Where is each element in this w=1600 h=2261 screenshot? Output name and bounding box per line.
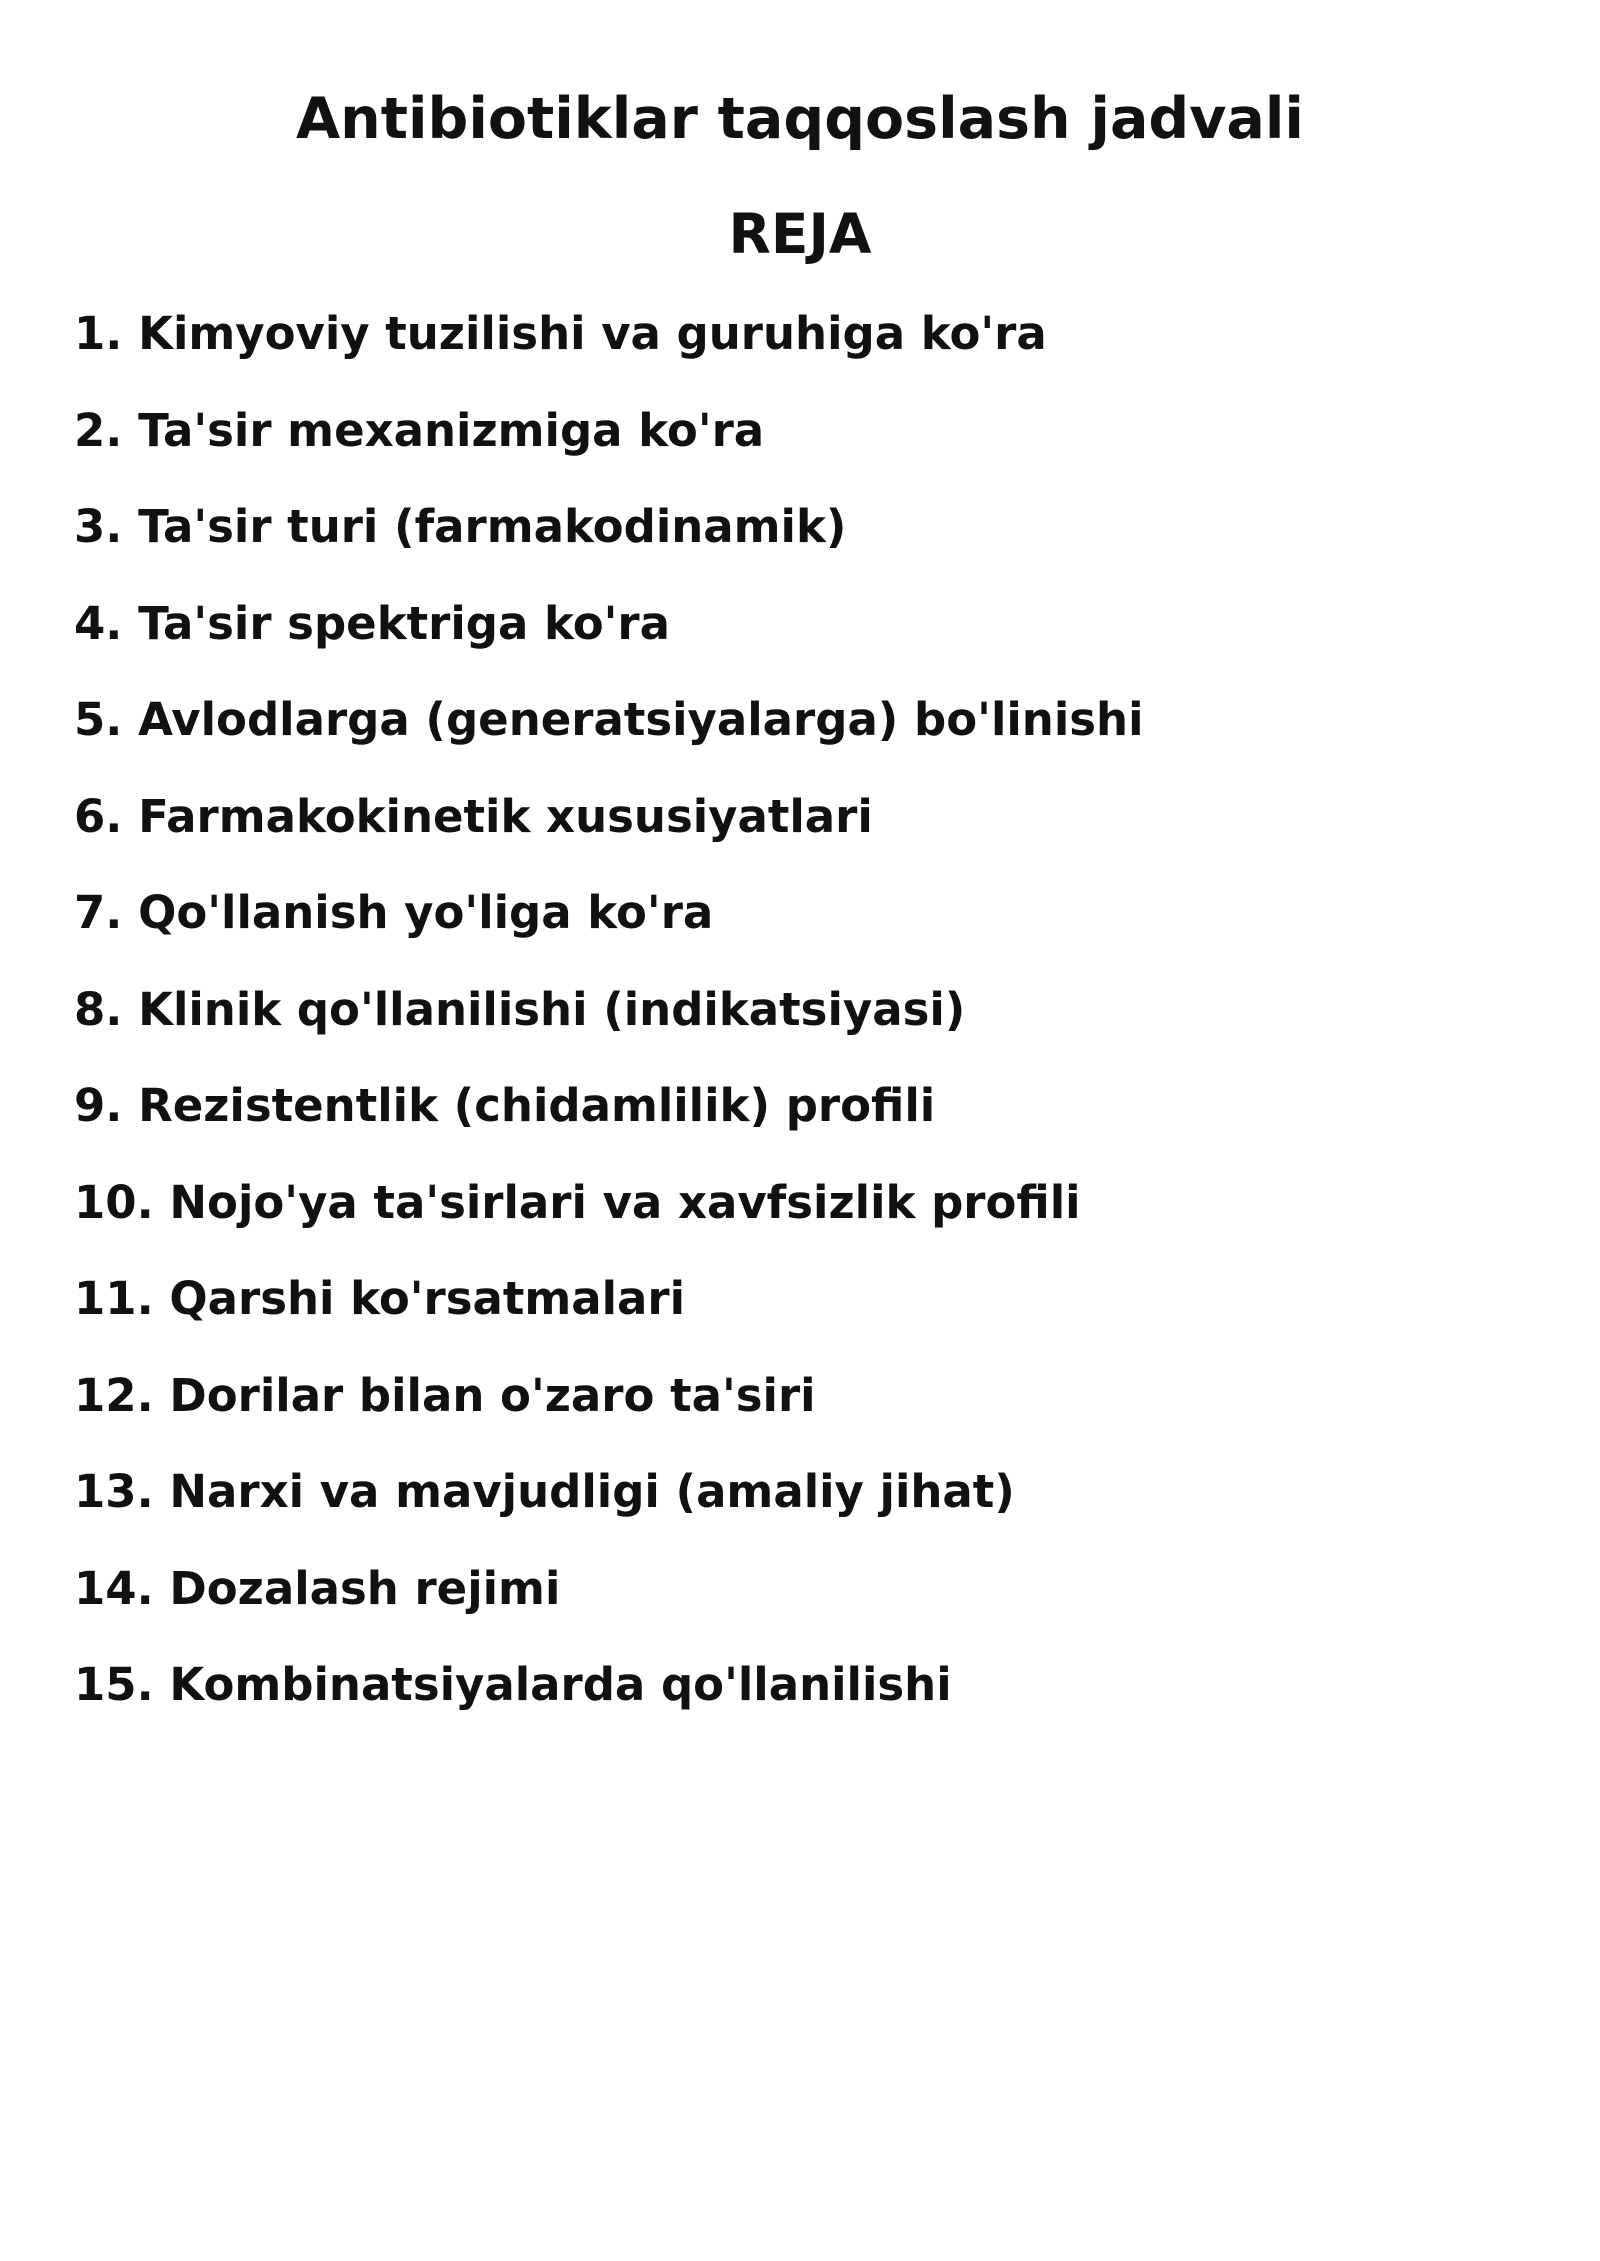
list-item: 2. Ta'sir mexanizmiga ko'ra <box>74 403 765 457</box>
list-item: 14. Dozalash rejimi <box>74 1561 561 1615</box>
list-item: 6. Farmakokinetik xususiyatlari <box>74 789 873 843</box>
page-subtitle: REJA <box>728 202 872 266</box>
list-item: 11. Qarshi ko'rsatmalari <box>74 1272 686 1325</box>
plan-list <box>74 304 1534 1752</box>
list-item: 1. Kimyoviy tuzilishi va guruhiga ko'ra <box>74 307 1047 360</box>
list-item: 4. Ta'sir spektriga ko'ra <box>74 596 670 650</box>
list-item: 7. Qo'llanish yo'liga ko'ra <box>74 886 714 939</box>
list-item: 5. Avlodlarga (generatsiyalarga) bo'linishi <box>74 693 1144 746</box>
list-item: 9. Rezistentlik (chidamlilik) profili <box>74 1079 936 1132</box>
list-item: 8. Klinik qo'llanilishi (indikatsiyasi) <box>74 982 966 1036</box>
page-title: Antibiotiklar taqqoslash jadvali <box>296 86 1304 152</box>
list-item: 10. Nojo'ya ta'sirlari va xavfsizlik profili <box>74 1175 1081 1229</box>
list-item: 15. Kombinatsiyalarda qo'llanilishi <box>74 1658 952 1711</box>
list-item: 12. Dorilar bilan o'zaro ta'siri <box>74 1368 816 1422</box>
list-item: 13. Narxi va mavjudligi (amaliy jihat) <box>74 1465 1015 1518</box>
list-item: 3. Ta'sir turi (farmakodinamik) <box>74 500 847 553</box>
